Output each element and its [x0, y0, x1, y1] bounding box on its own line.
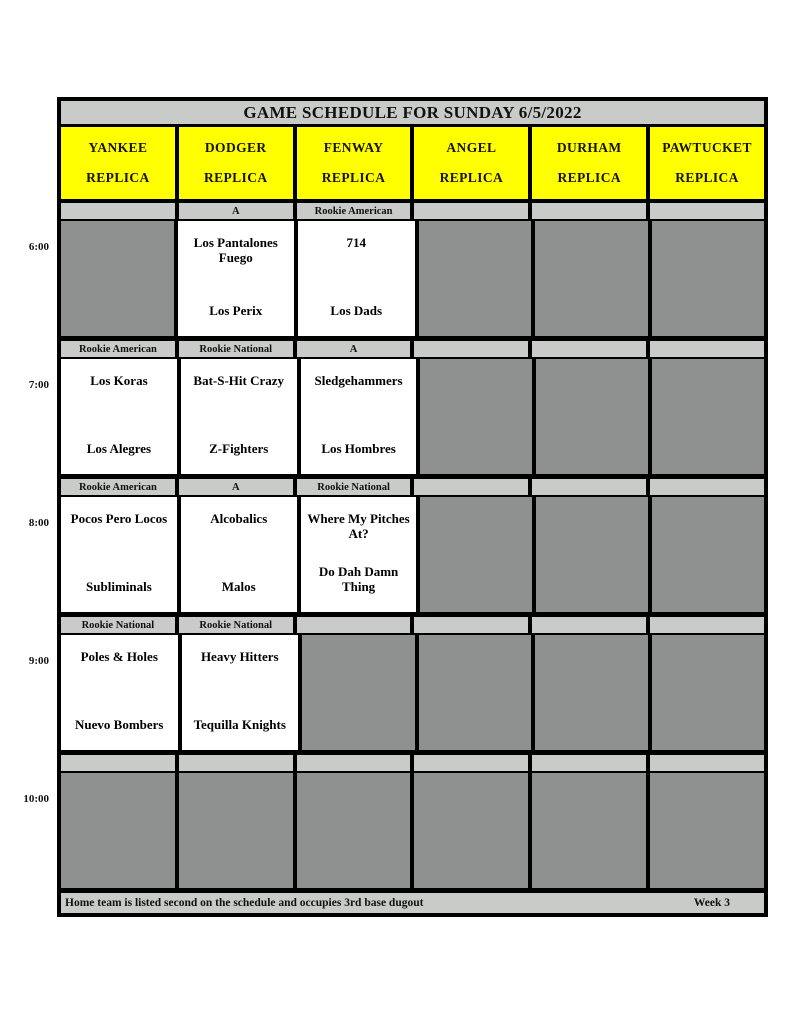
division-cell: Rookie National	[297, 479, 411, 495]
division-cell: Rookie National	[179, 341, 293, 357]
home-team: Los Alegres	[86, 441, 152, 457]
empty-game-cell	[414, 773, 528, 888]
division-cell	[297, 755, 411, 771]
game-cell	[301, 359, 417, 474]
division-cell	[532, 341, 646, 357]
game-cell	[181, 359, 297, 474]
division-cell: A	[297, 341, 411, 357]
division-cell: Rookie American	[61, 341, 175, 357]
away-team: Pocos Pero Locos	[70, 511, 168, 526]
empty-game-cell	[536, 497, 648, 612]
time-gutter	[0, 97, 57, 917]
field-header-yankee	[61, 127, 175, 199]
empty-game-cell	[652, 221, 765, 336]
division-label-row	[61, 755, 764, 771]
division-cell	[179, 755, 293, 771]
game-cell	[182, 635, 299, 750]
time-label: 9:00	[28, 655, 49, 667]
division-cell: A	[179, 479, 293, 495]
division-cell	[650, 203, 764, 219]
field-suffix: REPLICA	[321, 169, 386, 185]
time-label: 6:00	[28, 241, 49, 253]
home-team: Los Dads	[330, 303, 383, 319]
empty-game-cell	[420, 497, 532, 612]
away-team: Alcobalics	[210, 511, 268, 526]
empty-game-cell	[652, 497, 764, 612]
home-team: Los Perix	[209, 303, 263, 319]
empty-game-cell	[535, 221, 648, 336]
field-header-row	[61, 127, 764, 199]
field-name: PAWTUCKET	[662, 140, 752, 156]
game-row	[61, 773, 764, 888]
division-cell	[414, 203, 528, 219]
away-team: Heavy Hitters	[200, 649, 279, 664]
division-cell	[532, 479, 646, 495]
division-cell	[297, 617, 411, 633]
game-cell	[61, 497, 177, 612]
home-team: Tequilla Knights	[193, 717, 286, 733]
home-team: Do Dah Damn Thing	[318, 564, 399, 595]
division-cell	[61, 203, 175, 219]
empty-game-cell	[532, 773, 646, 888]
field-header-angel	[414, 127, 528, 199]
game-row	[61, 221, 764, 336]
field-header-dodger	[179, 127, 293, 199]
empty-game-cell	[297, 773, 411, 888]
field-suffix: REPLICA	[439, 169, 504, 185]
schedule-title: GAME SCHEDULE FOR SUNDAY 6/5/2022	[61, 101, 764, 124]
division-cell: A	[179, 203, 293, 219]
title-bar	[61, 101, 764, 124]
empty-game-cell	[419, 221, 532, 336]
field-suffix: REPLICA	[557, 169, 621, 185]
empty-game-cell	[179, 773, 293, 888]
away-team: 714	[346, 235, 366, 250]
empty-game-cell	[652, 359, 764, 474]
away-team: Poles & Holes	[80, 649, 158, 664]
division-cell	[414, 479, 528, 495]
empty-game-cell	[535, 635, 648, 750]
time-label: 10:00	[23, 793, 49, 805]
division-label-row	[61, 341, 764, 357]
home-team: Los Hombres	[321, 441, 396, 457]
time-label: 8:00	[28, 517, 49, 529]
game-cell	[61, 359, 177, 474]
home-team: Z-Fighters	[209, 441, 269, 457]
division-cell	[532, 203, 646, 219]
field-header-durham	[532, 127, 646, 199]
empty-game-cell	[61, 221, 174, 336]
schedule-table	[57, 97, 768, 917]
division-cell: Rookie American	[61, 479, 175, 495]
field-name: YANKEE	[88, 140, 148, 156]
division-cell	[414, 341, 528, 357]
away-team: Bat-S-Hit Crazy	[193, 373, 285, 388]
division-label-row	[61, 479, 764, 495]
division-cell	[414, 617, 528, 633]
time-label: 7:00	[28, 379, 49, 391]
division-cell	[532, 617, 646, 633]
division-cell	[650, 479, 764, 495]
division-label-row	[61, 617, 764, 633]
division-label-row	[61, 203, 764, 219]
schedule-wrap	[0, 97, 768, 917]
division-cell: Rookie National	[179, 617, 293, 633]
empty-game-cell	[419, 635, 532, 750]
game-row	[61, 359, 764, 474]
game-cell	[178, 221, 295, 336]
field-suffix: REPLICA	[86, 169, 150, 185]
division-cell	[414, 755, 528, 771]
field-name: FENWAY	[323, 140, 384, 156]
game-row	[61, 635, 764, 750]
empty-game-cell	[302, 635, 415, 750]
game-cell	[181, 497, 297, 612]
division-cell: Rookie American	[297, 203, 411, 219]
home-team: Nuevo Bombers	[75, 717, 164, 733]
home-team: Malos	[221, 579, 256, 595]
empty-game-cell	[61, 773, 175, 888]
game-cell	[61, 635, 178, 750]
game-cell	[301, 497, 417, 612]
empty-game-cell	[420, 359, 532, 474]
field-header-pawtucket	[650, 127, 764, 199]
division-cell: Rookie National	[61, 617, 175, 633]
away-team: Sledgehammers	[314, 373, 403, 388]
game-row	[61, 497, 764, 612]
division-cell	[61, 755, 175, 771]
week-label: Week 3	[693, 897, 730, 909]
field-name: ANGEL	[446, 140, 497, 156]
footer-note: Home team is listed second on the schedule and occupies 3rd base dugout	[65, 897, 424, 909]
division-cell	[650, 341, 764, 357]
field-name: DURHAM	[556, 140, 622, 156]
away-team: Los Pantalones Fuego	[193, 235, 278, 265]
away-team: Los Koras	[90, 373, 148, 388]
field-suffix: REPLICA	[203, 169, 268, 185]
footer-bar	[61, 893, 764, 913]
division-cell	[532, 755, 646, 771]
division-cell	[650, 617, 764, 633]
home-team: Subliminals	[86, 579, 152, 595]
away-team: Where My Pitches At?	[307, 511, 410, 541]
empty-game-cell	[652, 635, 765, 750]
field-name: DODGER	[204, 140, 267, 156]
empty-game-cell	[536, 359, 648, 474]
empty-game-cell	[650, 773, 764, 888]
field-header-fenway	[297, 127, 411, 199]
game-cell	[298, 221, 415, 336]
division-cell	[650, 755, 764, 771]
field-suffix: REPLICA	[675, 169, 739, 185]
